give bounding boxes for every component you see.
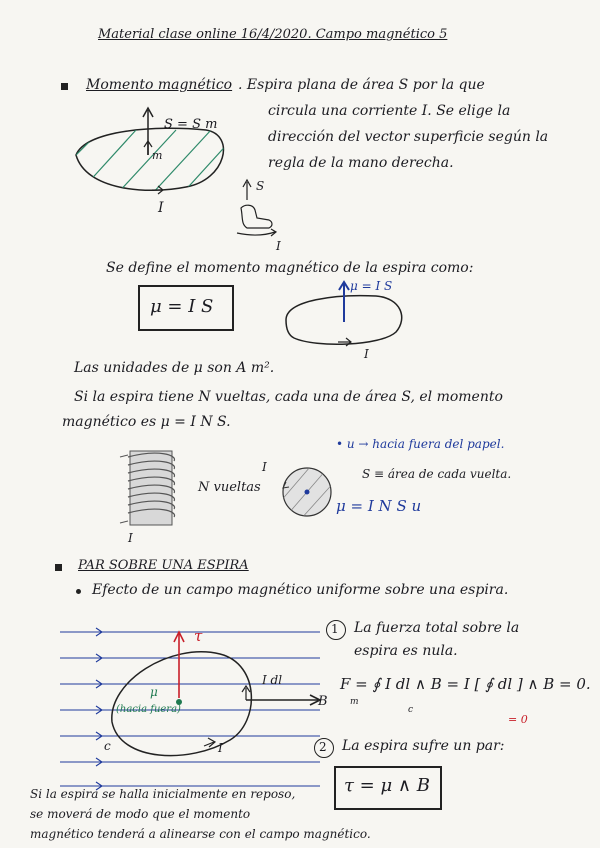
current-label: I [158, 200, 164, 216]
intro-line: Efecto de un campo magnético uniforme sobre una espira. [92, 582, 509, 598]
circle-current-label: I [262, 460, 267, 474]
n-turns-line: magnético es μ = I N S. [62, 414, 231, 430]
coil-label: N vueltas [198, 480, 261, 495]
point-two-number: 2 [319, 740, 327, 754]
torque-formula: τ = μ ∧ B [344, 775, 431, 796]
point-one-number: 1 [331, 622, 339, 636]
point-one-line: La fuerza total sobre la [354, 620, 520, 636]
n-turns-line: Si la espira tiene N vueltas, cada una de área S, el momento [74, 389, 503, 405]
diagram-current-label: I [218, 741, 223, 755]
moment-diagram-label: μ [150, 685, 158, 699]
point-one-line: espira es nula. [354, 643, 458, 659]
text-line: circula una corriente I. Se elige la [268, 103, 511, 119]
moment-formula: μ = I S [150, 296, 214, 317]
coil-current-label: I [128, 531, 133, 545]
area-note: S ≡ área de cada vuelta. [362, 467, 512, 481]
section-heading-moment: Momento magnético [86, 77, 233, 93]
force-equation: F = ∮ I dl ∧ B = I [ ∮ dl ] ∧ B = 0. [340, 675, 591, 693]
text-line: dirección del vector superficie según la [268, 129, 549, 145]
torque-vector-label: τ [194, 627, 203, 645]
hand-s-label: S [256, 179, 265, 193]
force-subscript: m [350, 697, 359, 707]
moment-vector-label: μ = I S [350, 279, 393, 293]
text-line: . Espira plana de área S por la que [238, 77, 485, 93]
normal-label: m [152, 149, 163, 162]
idl-label: I dl [262, 673, 283, 687]
coil-figure [118, 445, 198, 540]
page-title: Material clase online 16/4/2020. Campo magnético 5 [98, 27, 448, 42]
conclusion-line: Si la espira se halla inicialmente en reposo, [30, 787, 296, 801]
point-two-text: La espira sufre un par: [342, 738, 505, 754]
definition-line: Se define el momento magnético de la espira como: [106, 260, 474, 276]
u-direction-note: • u → hacia fuera del papel. [336, 437, 505, 451]
hand-current-label: I [276, 239, 281, 253]
units-line: Las unidades de μ son A m². [74, 360, 275, 376]
section-heading-torque: PAR SOBRE UNA ESPIRA [78, 558, 249, 573]
conclusion-line: se moverá de modo que el momento [30, 807, 251, 821]
zero-note: = 0 [508, 713, 528, 726]
text-line: regla de la mano derecha. [268, 155, 454, 171]
loop-current-label: I [364, 347, 369, 361]
turn-circle-figure [280, 462, 340, 522]
contour-label: c [104, 739, 111, 753]
b-field-label: B [318, 694, 328, 709]
torque-diagram [60, 622, 330, 797]
integral-subscript: c [408, 705, 414, 715]
bullet-icon [61, 83, 68, 90]
bullet-icon [76, 589, 81, 594]
s-vector-label: S = S m [164, 117, 218, 132]
moment-direction-note: (hacia fuera) [116, 704, 181, 715]
conclusion-line: magnético tenderá a alinearse con el campo magnético. [30, 827, 371, 841]
bullet-icon [55, 564, 62, 571]
moment-unit-formula: μ = I N S u [336, 497, 422, 515]
